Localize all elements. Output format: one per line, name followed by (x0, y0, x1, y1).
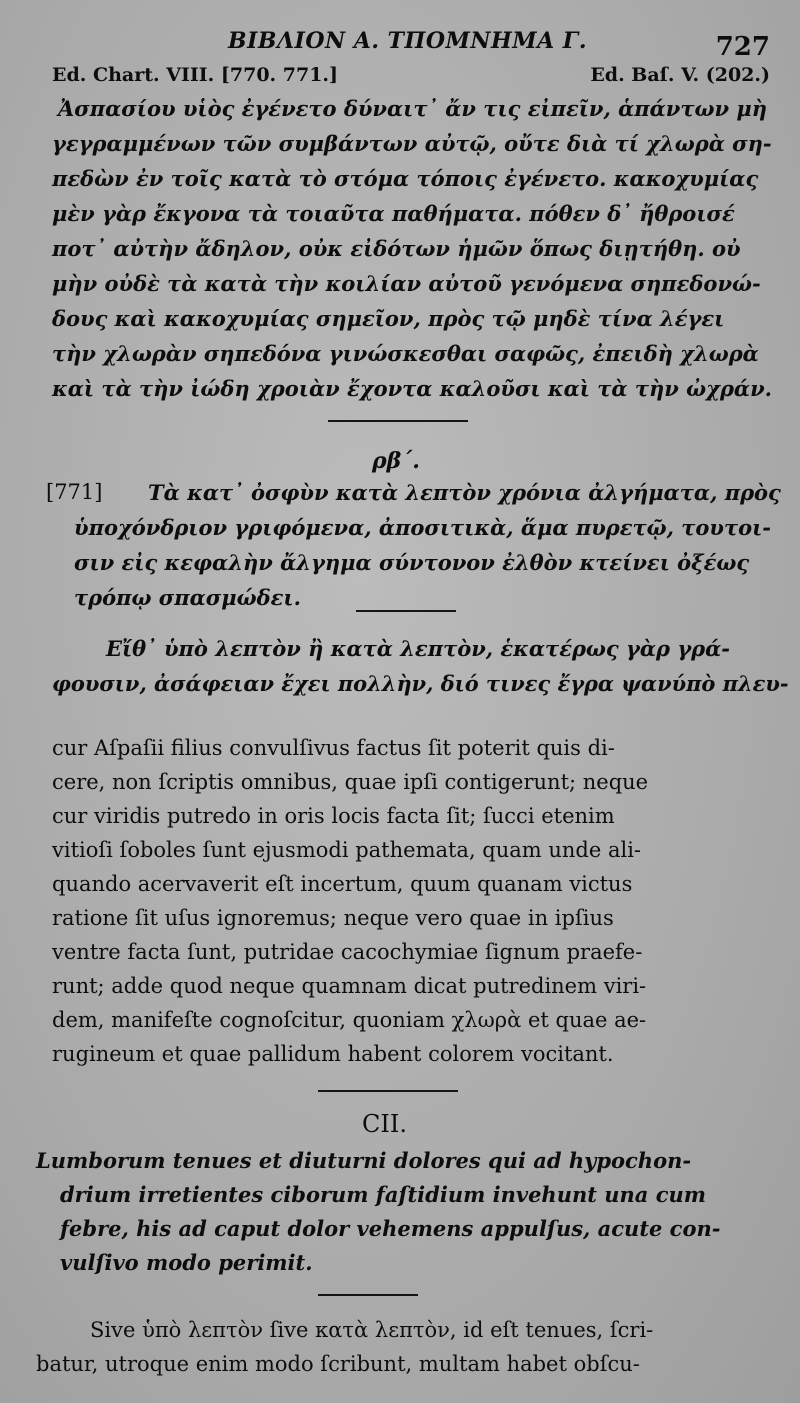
text-line: Lumborum tenues et diuturni dolores qui ad hypochon- (36, 1148, 692, 1173)
text-line: δους καὶ κακοχυμίας σημεῖον, πρὸς τῷ μηδὲ τίνα λέγει (52, 306, 725, 331)
text-line: febre, his ad caput dolor vehemens appulſus, acute con- (60, 1216, 721, 1241)
section-number-latin: CII. (362, 1110, 407, 1138)
text-line: Sive ὑπὸ λεπτὸν ſive κατὰ λεπτὸν, id eſt tenues, ſcri- (90, 1318, 654, 1342)
bracket-page-reference: [771] (46, 480, 103, 504)
text-line: ratione ſit uſus ignoremus; neque vero quae in ipſius (52, 906, 614, 930)
text-line: Εἴθ᾽ ὑπὸ λεπτὸν ἢ κατὰ λεπτὸν, ἑκατέρως γὰρ γρά- (106, 636, 731, 661)
text-line: Τὰ κατ᾽ ὀσφὺν κατὰ λεπτὸν χρόνια ἀλγήματα, πρὸς (148, 480, 781, 505)
text-line: drium irretientes ciborum faſtidium invehunt una cum (60, 1182, 706, 1207)
edition-reference-left: Ed. Chart. VIII. [770. 771.] (52, 64, 339, 86)
section-divider (318, 1090, 458, 1092)
section-divider (328, 420, 468, 422)
text-line: ποτ᾽ αὐτὴν ἄδηλον, οὐκ εἰδότων ἡμῶν ὅπως διῃτήθη. οὐ (52, 236, 741, 261)
text-line: quando acervaverit eſt incertum, quum quanam victus (52, 872, 633, 896)
text-line: φουσιν, ἀσάφειαν ἔχει πολλὴν, διό τινες ἔγρα ψανύπὸ πλευ- (52, 671, 789, 696)
edition-reference-right: Ed. Baſ. V. (202.) (590, 64, 770, 86)
text-line: καὶ τὰ τὴν ἰώδη χροιὰν ἔχοντα καλοῦσι καὶ τὰ τὴν ὠχράν. (52, 376, 772, 401)
text-line: γεγραμμένων τῶν συμβάντων αὐτῷ, οὔτε διὰ τί χλωρὰ ση- (52, 131, 772, 156)
page-number: 727 (715, 32, 770, 62)
text-line: cur viridis putredo in oris locis facta ſit; ſucci etenim (52, 804, 615, 828)
text-line: τρόπῳ σπασμώδει. (74, 585, 301, 610)
running-title: ΒΙΒΛΙΟΝ Α. ΤΠΟΜΝΗΜΑ Γ. (228, 28, 588, 54)
text-line: rugineum et quae pallidum habent colorem vocitant. (52, 1042, 614, 1066)
section-divider (318, 1294, 418, 1296)
text-line: cur Aſpaſii filius convulſivus factus ſit poterit quis di- (52, 736, 615, 760)
text-line: τὴν χλωρὰν σηπεδόνα γινώσκεσθαι σαφῶς, ἐπειδὴ χλωρὰ (52, 341, 759, 366)
text-line: runt; adde quod neque quamnam dicat putredinem viri- (52, 974, 647, 998)
section-number-greek: ρβ΄. (372, 448, 420, 474)
text-line: ὑποχόνδριον γριφόμενα, ἀποσιτικὰ, ἅμα πυρετῷ, τουτοι- (74, 515, 771, 540)
text-line: πεδὼν ἐν τοῖς κατὰ τὸ στόμα τόποις ἐγένετο. κακοχυμίας (52, 166, 759, 191)
text-line: ventre facta ſunt, putridae cacochymiae ſignum praefe- (52, 940, 643, 964)
text-line: cere, non ſcriptis omnibus, quae ipſi contigerunt; neque (52, 770, 649, 794)
text-line: Ἀσπασίου υἱὸς ἐγένετο δύναιτ᾽ ἄν τις εἰπεῖν, ἁπάντων μὴ (58, 96, 768, 121)
text-line: σιν εἰς κεφαλὴν ἄλγημα σύντονον ἐλθὸν κτείνει ὀξέως (74, 550, 750, 575)
text-line: vulſivo modo perimit. (60, 1250, 313, 1275)
text-line: μὴν οὐδὲ τὰ κατὰ τὴν κοιλίαν αὐτοῦ γενόμενα σηπεδονώ- (52, 271, 761, 296)
section-divider (356, 610, 456, 612)
text-line: batur, utroque enim modo ſcribunt, multam habet obſcu- (36, 1352, 640, 1376)
page-header (0, 24, 800, 64)
text-line: μὲν γὰρ ἔκγονα τὰ τοιαῦτα παθήματα. πόθεν δ᾽ ἤθροισέ (52, 201, 735, 226)
text-line: vitioſi ſoboles ſunt ejusmodi pathemata, quam unde ali- (52, 838, 642, 862)
text-line: dem, manifeſte cognoſcitur, quoniam χλωρὰ et quae ae- (52, 1008, 647, 1032)
